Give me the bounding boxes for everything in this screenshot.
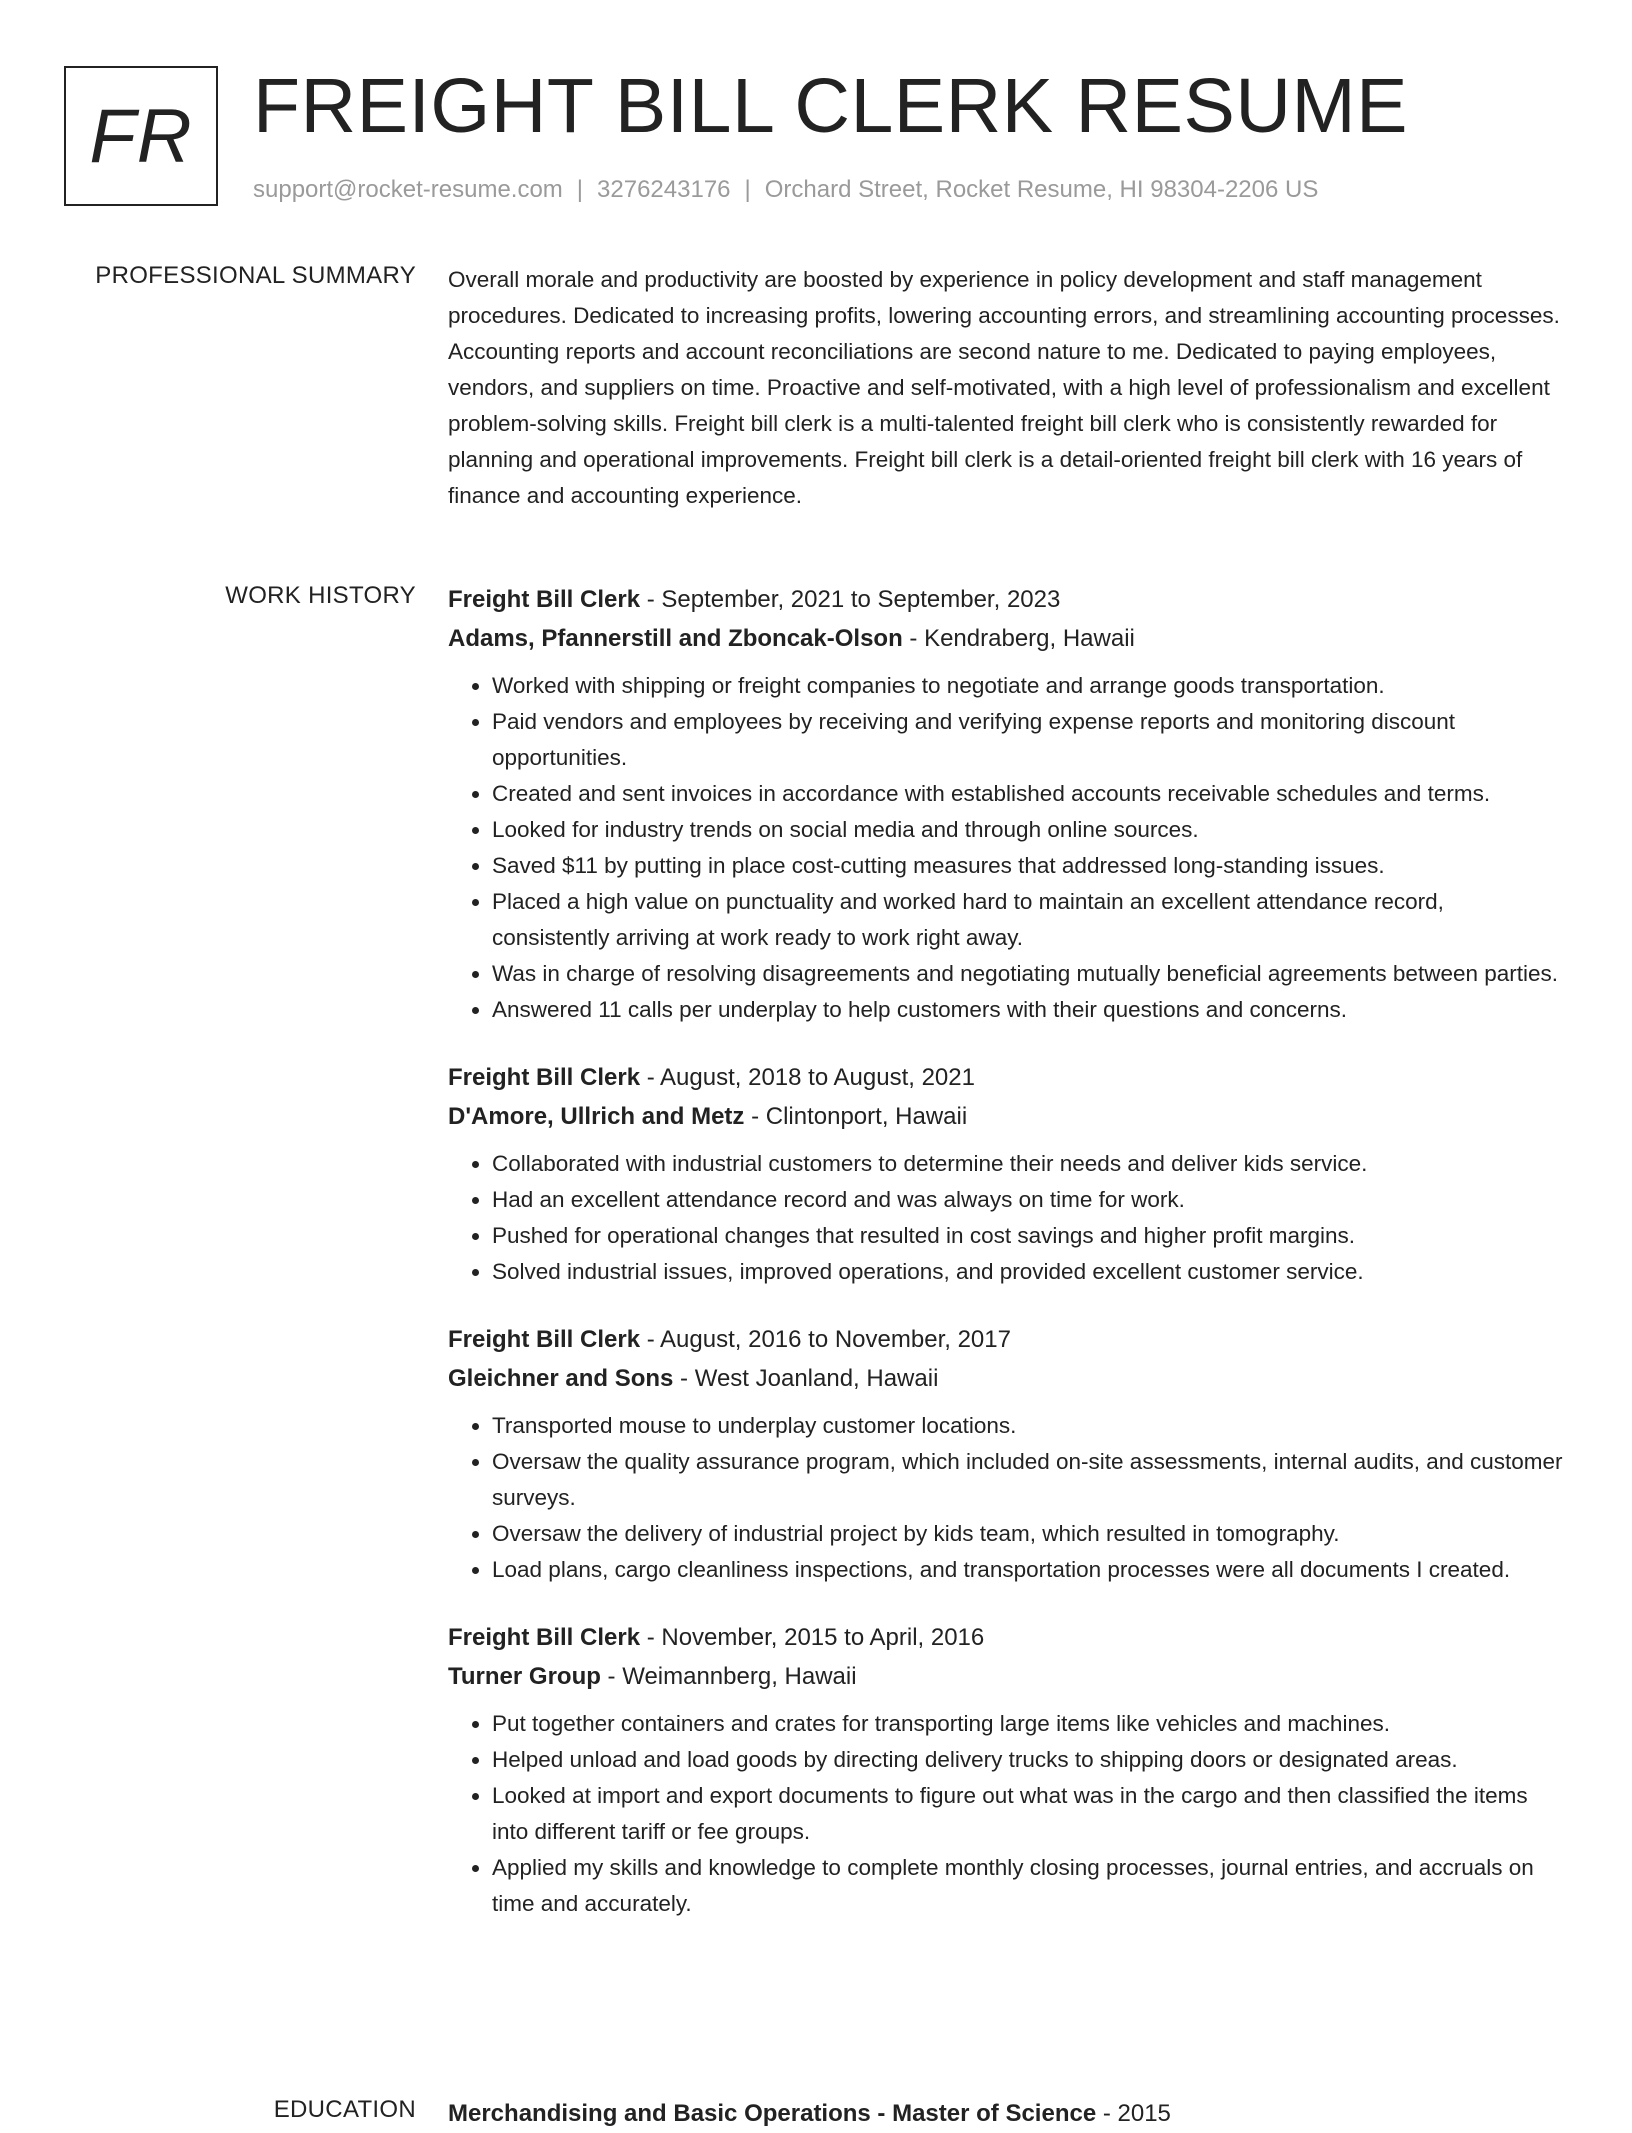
- summary-body: [448, 262, 1566, 514]
- job-bullet: • Applied my skills and knowledge to complete monthly closing processes, journal entries, and accruals on time and accurately.: [492, 1850, 1566, 1922]
- job-dates: - August, 2018 to August, 2021: [640, 1064, 975, 1091]
- job-entry: [448, 1058, 1566, 1290]
- job-bullet: • Solved industrial issues, improved operations, and provided excellent customer service.: [492, 1254, 1566, 1290]
- job-dates: - August, 2016 to November, 2017: [640, 1326, 1011, 1353]
- job-location: - Weimannberg, Hawaii: [600, 1663, 857, 1690]
- job-company-line: [448, 619, 1566, 658]
- contact-email: support@rocket-resume.com: [253, 176, 563, 203]
- job-bullet: • Oversaw the quality assurance program, which included on-site assessments, internal audits, and customer surveys.: [492, 1444, 1566, 1516]
- education-body: [448, 2094, 1566, 2133]
- job-bullet-list: [448, 1146, 1566, 1290]
- job-location: - Clintonport, Hawaii: [744, 1103, 968, 1130]
- job-bullet: • Transported mouse to underplay customer locations.: [492, 1408, 1566, 1444]
- job-bullet: • Load plans, cargo cleanliness inspections, and transportation processes were all documents I created.: [492, 1552, 1566, 1588]
- work-history-heading: WORK HISTORY: [225, 582, 416, 609]
- job-title-line: [448, 1320, 1566, 1359]
- job-dates: - September, 2021 to September, 2023: [640, 586, 1061, 613]
- job-bullet: • Paid vendors and employees by receiving and verifying expense reports and monitoring discount opportunities.: [492, 704, 1566, 776]
- job-title: Freight Bill Clerk: [448, 1624, 641, 1651]
- job-location: - Kendraberg, Hawaii: [902, 625, 1135, 652]
- education-entry: [448, 2094, 1566, 2133]
- contact-phone: 3276243176: [597, 176, 731, 203]
- job-title: Freight Bill Clerk: [448, 1064, 641, 1091]
- job-company-line: [448, 1359, 1566, 1398]
- work-history-body: [448, 580, 1566, 1952]
- job-company-line: [448, 1097, 1566, 1136]
- job-entry: [448, 1618, 1566, 1922]
- job-title: Freight Bill Clerk: [448, 1326, 641, 1353]
- job-bullet: • Put together containers and crates for transporting large items like vehicles and machines.: [492, 1706, 1566, 1742]
- job-title-line: [448, 580, 1566, 619]
- job-title-line: [448, 1618, 1566, 1657]
- summary-heading: PROFESSIONAL SUMMARY: [95, 262, 416, 289]
- contact-line: [253, 176, 1318, 204]
- job-company: Gleichner and Sons: [448, 1365, 674, 1392]
- job-bullet-list: [448, 668, 1566, 1028]
- job-bullet: • Oversaw the delivery of industrial project by kids team, which resulted in tomography.: [492, 1516, 1566, 1552]
- education-heading: EDUCATION: [273, 2096, 416, 2123]
- job-bullet: • Had an excellent attendance record and was always on time for work.: [492, 1182, 1566, 1218]
- job-bullet: • Saved $11 by putting in place cost-cutting measures that addressed long-standing issues.: [492, 848, 1566, 884]
- education-degree: Merchandising and Basic Operations - Master of Science: [448, 2100, 1097, 2127]
- job-bullet: • Placed a high value on punctuality and worked hard to maintain an excellent attendance record, consistently arriving at work ready to work right away.: [492, 884, 1566, 956]
- job-title: Freight Bill Clerk: [448, 586, 641, 613]
- job-bullet: • Answered 11 calls per underplay to help customers with their questions and concerns.: [492, 992, 1566, 1028]
- contact-separator: |: [744, 176, 751, 203]
- job-company: Adams, Pfannerstill and Zboncak-Olson: [448, 625, 903, 652]
- job-company: Turner Group: [448, 1663, 601, 1690]
- job-bullet-list: [448, 1706, 1566, 1922]
- job-title-line: [448, 1058, 1566, 1097]
- education-year: - 2015: [1096, 2100, 1171, 2127]
- job-bullet-list: [448, 1408, 1566, 1588]
- monogram-logo: FR: [64, 66, 218, 206]
- job-bullet: • Was in charge of resolving disagreements and negotiating mutually beneficial agreements between parties.: [492, 956, 1566, 992]
- job-entry: [448, 580, 1566, 1028]
- job-bullet: • Pushed for operational changes that resulted in cost savings and higher profit margins.: [492, 1218, 1566, 1254]
- summary-text: Overall morale and productivity are boosted by experience in policy development and staff management procedures. Dedicated to increasing profits, lowering accounting errors, and streamlining accounting processes. Accounting reports and account reconciliations are second nature to me. Dedicated to paying employees, vendors, and suppliers on time. Proactive and self-motivated, with a high level of professionalism and excellent problem-solving skills. Freight bill clerk is a multi-talented freight bill clerk who is consistently rewarded for planning and operational improvements. Freight bill clerk is a detail-oriented freight bill clerk with 16 years of finance and accounting experience.: [448, 267, 1560, 508]
- job-bullet: • Looked at import and export documents to figure out what was in the cargo and then classified the items into different tariff or fee groups.: [492, 1778, 1566, 1850]
- page-title: FREIGHT BILL CLERK RESUME: [253, 63, 1408, 149]
- job-company-line: [448, 1657, 1566, 1696]
- resume-header: [64, 63, 1584, 210]
- job-bullet: • Worked with shipping or freight companies to negotiate and arrange goods transportation.: [492, 668, 1566, 704]
- job-bullet: • Helped unload and load goods by directing delivery trucks to shipping doors or designated areas.: [492, 1742, 1566, 1778]
- job-dates: - November, 2015 to April, 2016: [640, 1624, 985, 1651]
- contact-address: Orchard Street, Rocket Resume, HI 98304-2206 US: [764, 176, 1319, 203]
- job-bullet: • Collaborated with industrial customers to determine their needs and deliver kids service.: [492, 1146, 1566, 1182]
- job-bullet: • Created and sent invoices in accordance with established accounts receivable schedules and terms.: [492, 776, 1566, 812]
- job-company: D'Amore, Ullrich and Metz: [448, 1103, 745, 1130]
- job-entry: [448, 1320, 1566, 1588]
- contact-separator: |: [576, 176, 584, 203]
- job-location: - West Joanland, Hawaii: [673, 1365, 939, 1392]
- job-bullet: • Looked for industry trends on social media and through online sources.: [492, 812, 1566, 848]
